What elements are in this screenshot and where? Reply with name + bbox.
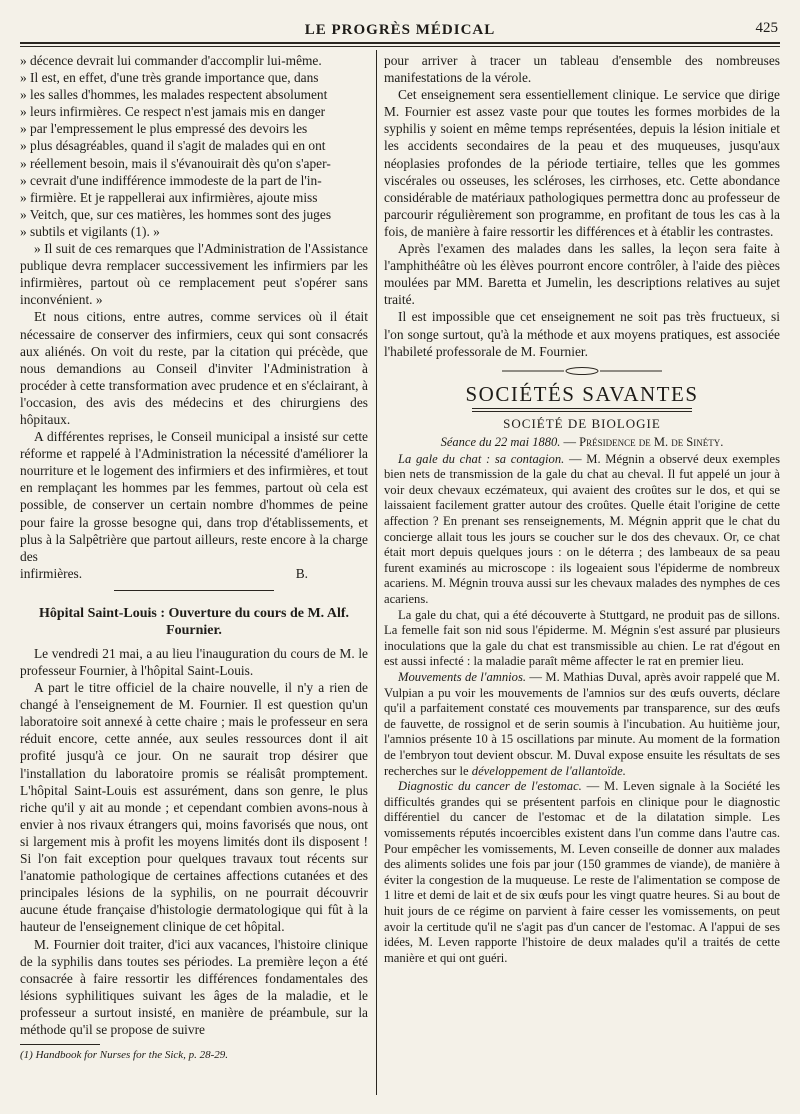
- topic-text: — M. Mathias Duval, après avoir rappelé que M. Vulpian a pu voir les mouvements de l'amnios sur des œufs ouverts, déclare qu'il a parfaitement constaté ces mouvements par transparence, sur des œufs de fauvette, de rossignol et de serin soumis à l'incubation. Au huitième jour, l'amnios présente 10 à 15 oscillations par minute. Au moment de la formation de l'embryon tout devient obscur. M. Duval expose ensuite les résultats de ses recherches sur le: [384, 670, 780, 778]
- paragraph: A part le titre officiel de la chaire nouvelle, il n'y a rien de changé à l'enseignement de M. Fournier. Il est question qu'un laboratoire soit annexé à cette chaire ; mais le professeur en sera réduit encore, cette année, aux seules ressources dont il ait profité jusqu'à ce jour. On ne saurait trop désirer que l'installation du laboratoire promis se réalisât promptement. L'hôpital Saint-Louis est assurément, dans son genre, le plus riche qu'il y ait au monde ; et cependant combien avons-nous à envier à nos rivaux étrangers qui, moins favorisés que nous, ont si largement mis à profit les moyens limités dont ils disposent ! Si l'on fait exception pour quelques travaux tout récents sur l'anatomie pathologique de certaines affections cutanées et des principales lésions de la syphilis, on ne pourrait découvrir aucune étude française d'histologie dermatologique qui fût à la hauteur de l'enseignement clinique de cet hôpital.: [20, 680, 368, 935]
- quote-line: » cevrait d'une indifférence immodeste de la part de l'in-: [20, 172, 322, 188]
- paragraph: A différentes reprises, le Conseil municipal a insisté sur cette réforme et rappelé à l'Administration la nécessité d'améliorer la nourriture et le logement des infirmiers et des infirmières, et tout en remplaçant les hommes par les femmes, partout où cela est possible, de conserver un certain nombre d'hommes de peine pour faire la grosse besogne qui, dans trop d'établissements, et plus à la Salpêtrière que partout ailleurs, reste encore à la charge des: [20, 429, 368, 564]
- quote-line: » leurs infirmières. Ce respect n'est jamais mis en danger: [20, 104, 326, 120]
- footnote: (1) Handbook for Nurses for the Sick, p. 28-29.: [20, 1049, 229, 1062]
- header-rule-thin: [20, 46, 780, 47]
- quote-line: » par l'empressement le plus empressé des devoirs les: [20, 121, 308, 137]
- paragraph: Il est impossible que cet enseignement ne soit pas très fructueux, si l'on songe surtout, qu'à la méthode et aux moyens pratiques, est associée l'habileté professorale de M. Fournier.: [384, 309, 780, 359]
- quote-line: » subtils et vigilants (1). »: [20, 223, 160, 239]
- paragraph: » Il suit de ces remarques que l'Administration de l'Assistance publique devra remplacer successivement les infirmiers par les infirmières, partout où ce remplacement peut s'opérer sans inconvénient. »: [20, 241, 368, 308]
- topic-paragraph: [384, 452, 780, 608]
- page-number: 425: [755, 20, 778, 36]
- author-signature: B.: [295, 565, 308, 581]
- paragraph: Le vendredi 21 mai, a au lieu l'inauguration du cours de M. le professeur Fournier, à l'hôpital Saint-Louis.: [20, 645, 368, 678]
- signature-line: [20, 565, 368, 582]
- topic-title: Diagnostic du cancer de l'estomac.: [398, 779, 582, 794]
- quote-line: » décence devrait lui commander d'accomplir lui-même.: [20, 53, 322, 68]
- topic-title: Mouvements de l'amnios.: [398, 670, 527, 684]
- paragraph: La gale du chat, qui a été découverte à Stuttgard, ne produit pas de sillons. La femelle fait son nid sous l'épiderme. M. Mégnin s'est assuré par plusieurs inoculations que la gale du chat est transmissible au chien. Le rat d'égout en est aussi infecté : la maladie paraît même affecter le rat en premier lieu.: [384, 607, 780, 669]
- right-column: [384, 52, 780, 1102]
- seance-presidence: — Présidence de M. de Sinéty.: [563, 434, 724, 449]
- quote-line: » plus désagréables, quand il s'agit de malades qui en ont: [20, 138, 326, 154]
- topic-title: La gale du chat : sa contagion.: [398, 451, 565, 466]
- section-title: Hôpital Saint-Louis : Ouverture du cours de M. Alf. Fournier.: [38, 605, 350, 638]
- seance-date: Séance du 22 mai 1880.: [440, 434, 561, 449]
- section-divider: [114, 590, 274, 591]
- paragraph: pour arriver à tracer un tableau d'ensemble des nombreuses manifestations de la vérole.: [384, 53, 780, 86]
- paragraph: Et nous citions, entre autres, comme services où il était nécessaire de conserver des infirmiers, ceux qui sont consacrés aux aliénés. On voit du reste, par la citation qui précède, que nous demandions au Conseil d'inviter l'Administration à procéder à cette transformation avec prudence et en s'éclairant, à l'occasion, des avis des médecins et des chirurgiens des hôpitaux.: [20, 309, 368, 427]
- paragraph: Cet enseignement sera essentiellement clinique. Le service que dirige M. Fournier est assez vaste pour que toutes les formes morbides de la syphilis y soient en même temps représentées, depuis la lésion initiale et les accidents secondaires de la peau et des muqueuses, jusqu'aux néoplasies profondes de la période tertiaire, telles que les gommes viscérales ou osseuses, les scléroses, les cirrhoses, etc. Cette abondance considérable de matériaux pathologiques permettra donc au professeur de parcourir régulièrement son programme, en profitant de tous les cas à la fois, de manière à faire ressortir les différences et à établir les contrastes.: [384, 87, 780, 239]
- ornament-icon: [502, 366, 662, 376]
- quote-line: » Il est, en effet, d'une très grande importance que, dans: [20, 70, 319, 86]
- quote-line: » Veitch, que, sur ces matières, les hommes sont des juges: [20, 206, 332, 222]
- seance-line: [384, 435, 780, 450]
- topic-paragraph: [384, 779, 780, 966]
- title-rule: [472, 408, 692, 412]
- page-header: [20, 18, 780, 44]
- quote-line: » firmière. Et je rappellerai aux infirmières, ajoute miss: [20, 189, 318, 205]
- ornament-divider: [384, 366, 780, 378]
- societes-title: SOCIÉTÉS SAVANTES: [465, 381, 699, 406]
- paragraph-end: infirmières.: [20, 565, 83, 581]
- quote-line: » les salles d'hommes, les malades respectent absolument: [20, 87, 328, 103]
- quote-line: » réellement besoin, mais il s'évanouirait dès qu'on s'aper-: [20, 155, 331, 171]
- footnote-rule: [20, 1044, 100, 1045]
- topic-paragraph: [384, 670, 780, 779]
- topic-text: — M. Leven signale à la Société les difficultés grandes qui se présentent parfois en clinique pour le diagnostic différentiel du cancer de l'estomac et de la dilatation simple. Les vomissements réputés incoercibles existent dans l'un comme dans l'autre cas. Pour empêcher les vomissements, M. Leven conseille de donner aux malades des aliments solides une fois par jour (150 grammes de viande), de manière à éviter la congestion de la muqueuse. Le reste de l'alimentation se compose de 1 litre et demi de lait et de six œufs pour les vingt quatre heures. Si au bout de huit jours de ce régime on parvient à faire cesser les vomissements, on peut avoir la certitude qu'il ne s'agit pas d'un cancer de l'estomac. A l'appui de ses idées, M. Leven rapporte l'histoire de deux malades qu'il a traités de cette manière et qui ont guéri.: [384, 779, 780, 965]
- quote-block: [20, 52, 368, 240]
- topic-text: — M. Mégnin a observé deux exemples bien nets de transmission de la gale du chat au cheval. Il fut appelé un jour à voir deux chevaux eczémateux, qui avaient des croûtes sur le dos, et qui se laissaient facilement gratter autour des croûtes. Quelle était l'origine de cette affection ? En prenant ses renseignements, M. Mégnin apprit que le chat du concierge allait tous les jours se coucher sur le dos des chevaux. Or, ce chat était mort depuis quelques jours : on le déterra ; des lambeaux de sa peau furent examinés au microscope : ils logeaient sous l'épiderme de nombreux acariens. M. Mégnin trouva aussi sur les chevaux malades des nymphes de ces acariens.: [384, 451, 780, 607]
- left-column: [20, 52, 368, 1102]
- header-rule: [20, 42, 780, 44]
- paragraph: M. Fournier doit traiter, d'ici aux vacances, l'histoire clinique de la syphilis dans toutes ses périodes. La première leçon a été consacrée à faire ressortir les différences fondamentales des lésions syphilitiques suivant les âges de la maladie, et le professeur a surtout insisté, en manière de préambule, sur la méthode qu'il se propose de suivre: [20, 936, 368, 1037]
- journal-title: LE PROGRÈS MÉDICAL: [304, 22, 496, 38]
- societe-subtitle: SOCIÉTÉ DE BIOLOGIE: [503, 415, 661, 431]
- topic-italic-end: développement de l'allantoïde.: [471, 763, 626, 778]
- paragraph: Après l'examen des malades dans les salles, la leçon sera faite à l'amphithéâtre où les élèves pourront encore contrôler, à l'aide des pièces moulées par MM. Baretta et Jumelin, les descriptions relatives au sujet traité.: [384, 241, 780, 308]
- column-separator: [376, 50, 377, 1095]
